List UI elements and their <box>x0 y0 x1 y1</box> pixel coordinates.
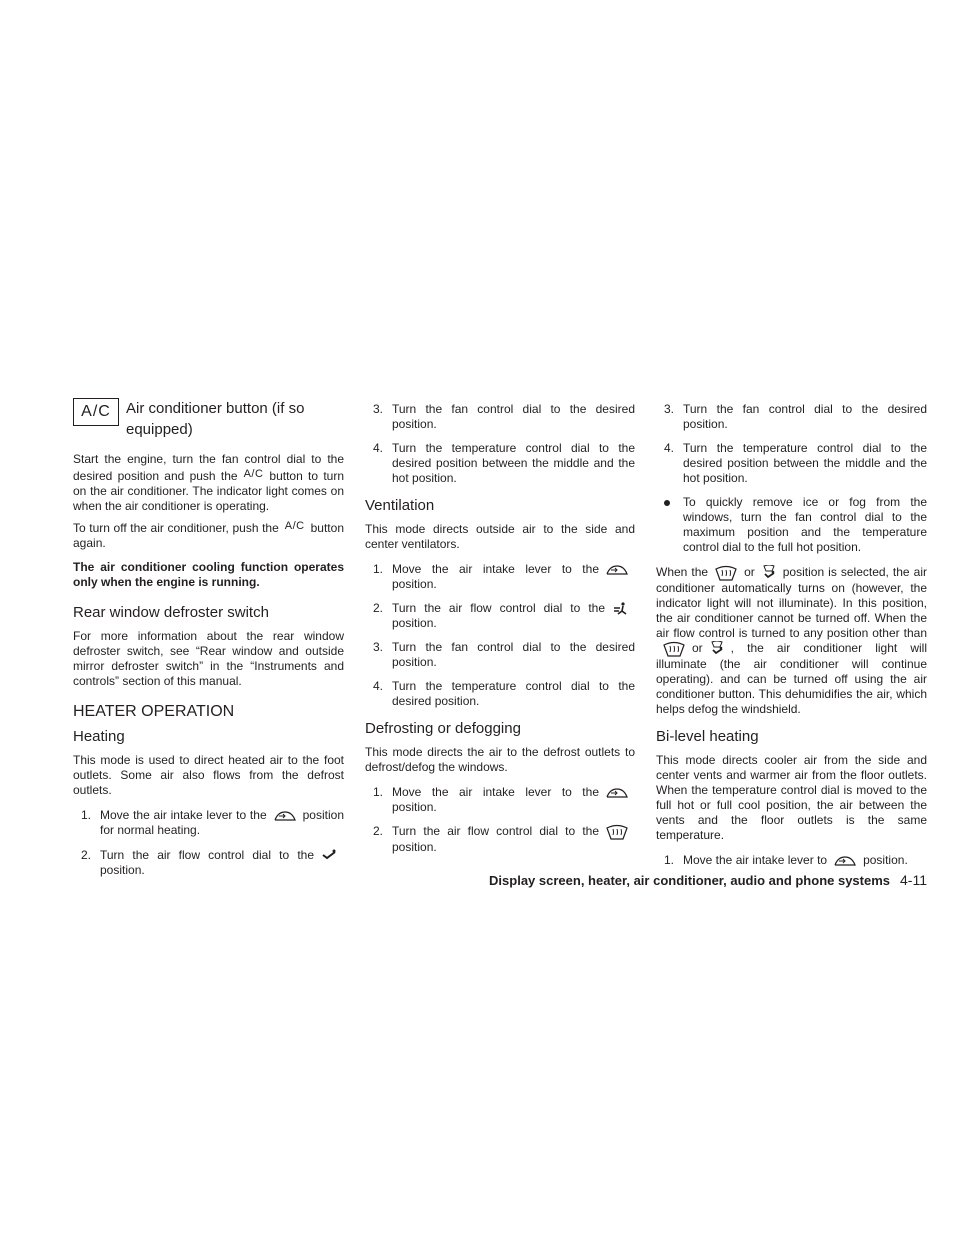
list-item: 2. Turn the air flow control dial to the position. <box>73 848 344 878</box>
page-footer <box>420 872 927 889</box>
column-3 <box>656 398 927 868</box>
page-number: 4-11 <box>900 872 927 888</box>
outside-air-icon <box>833 854 857 868</box>
heating-steps-continued <box>365 402 635 486</box>
defrosting-text: This mode directs the air to the defrost outlets to defrost/defog the windows. <box>365 745 635 774</box>
outside-air-icon <box>605 786 629 800</box>
list-item: 3. Turn the fan control dial to the desired position. <box>373 402 635 431</box>
list-item: 2. Turn the air flow control dial to the position. <box>365 824 635 855</box>
ac-button-icon: A/C <box>73 398 119 426</box>
ac-heading <box>73 398 344 440</box>
ac-inline-icon: A/C <box>243 468 264 480</box>
list-item: 2. Turn the air flow control dial to the position. <box>365 601 635 631</box>
column-2 <box>365 398 635 855</box>
list-item: 3. Turn the fan control dial to the desired position. <box>373 640 635 669</box>
footer-section-title: Display screen, heater, air conditioner, audio and phone systems <box>489 873 891 888</box>
defrosting-tips <box>656 495 927 555</box>
list-item: 4. Turn the temperature control dial to the desired position between the middle and the hot position. <box>373 441 635 485</box>
ac-paragraph-1: Start the engine, turn the fan control dial to the desired position and push the A/C button to turn on the air conditioner. The indicator light comes on when the air conditioner is operating. <box>73 452 345 513</box>
list-item: 1. Move the air intake lever to position. <box>664 853 908 867</box>
ac-title: Air conditioner button (if so equipped) <box>126 400 305 438</box>
defrosting-steps <box>365 785 635 855</box>
list-item: 4. Turn the temperature control dial to the desired position. <box>373 679 635 708</box>
list-item: 1. Move the air intake lever to the position for normal heating. <box>81 808 344 837</box>
rear-defroster-text: For more information about the rear window defroster switch, see “Rear window and outside mirror defroster switch” in the “Instruments and controls” section of this manual. <box>73 629 344 688</box>
ventilation-text: This mode directs outside air to the side and center ventilators. <box>365 522 635 551</box>
list-item: To quickly remove ice or fog from the windows, turn the fan control dial to the maximum position and the temperature control dial to the full hot position. <box>656 495 927 555</box>
bilevel-steps <box>656 853 927 868</box>
column-1 <box>73 398 344 878</box>
heater-operation-title: HEATER OPERATION <box>73 703 235 720</box>
list-item: 1. Move the air intake lever to the position. <box>365 785 635 815</box>
defrosting-title: Defrosting or defogging <box>365 720 521 737</box>
defrost-icon <box>714 565 738 581</box>
bilevel-text: This mode directs cooler air from the side and center vents and warmer air from the floor outlets. When the temperature control dial is moved to the full hot or full cool position, the air between the vents and the floor outlets is the same temperature. <box>656 753 927 842</box>
vent-mode-icon <box>611 602 629 616</box>
defrosting-steps-continued <box>656 402 927 486</box>
ac-warning: The air conditioner cooling function operates only when the engine is running. <box>73 560 344 589</box>
ventilation-steps <box>365 562 635 709</box>
ac-paragraph-2: To turn off the air conditioner, push the A/C button again. <box>73 520 344 550</box>
outside-air-icon <box>273 809 297 823</box>
foot-mode-icon <box>320 849 338 863</box>
list-item: 4. Turn the temperature control dial to the desired position between the middle and the hot position. <box>664 441 927 485</box>
ac-inline-icon: A/C <box>284 520 305 532</box>
heating-title: Heating <box>73 728 125 745</box>
rear-defroster-title: Rear window defroster switch <box>73 604 269 621</box>
defrost-icon <box>662 641 686 657</box>
foot-defrost-icon <box>709 641 725 657</box>
bullet-icon <box>664 500 670 506</box>
heating-steps <box>73 808 344 878</box>
list-item: 1. Move the air intake lever to the position. <box>365 562 635 592</box>
outside-air-icon <box>605 563 629 577</box>
defrosting-ac-note: When the or position is selected, the air conditioner automatically turns on (however, the indicator light will not illuminate). In this position, the air conditioner cannot be turned off. When the air flow control is turned to any position other than or , the air conditioner light will illuminate (the air conditioner will continue operating). and can be turned off using the air conditioner button. This dehumidifies the air, which helps defog the windshield. <box>656 565 927 716</box>
ventilation-title: Ventilation <box>365 497 435 514</box>
defrost-icon <box>605 824 629 840</box>
foot-defrost-icon <box>761 565 777 581</box>
list-item: 3. Turn the fan control dial to the desired position. <box>664 402 927 431</box>
heating-text: This mode is used to direct heated air to the foot outlets. Some air also flows from the defrost outlets. <box>73 753 344 797</box>
bilevel-title: Bi-level heating <box>656 728 759 745</box>
